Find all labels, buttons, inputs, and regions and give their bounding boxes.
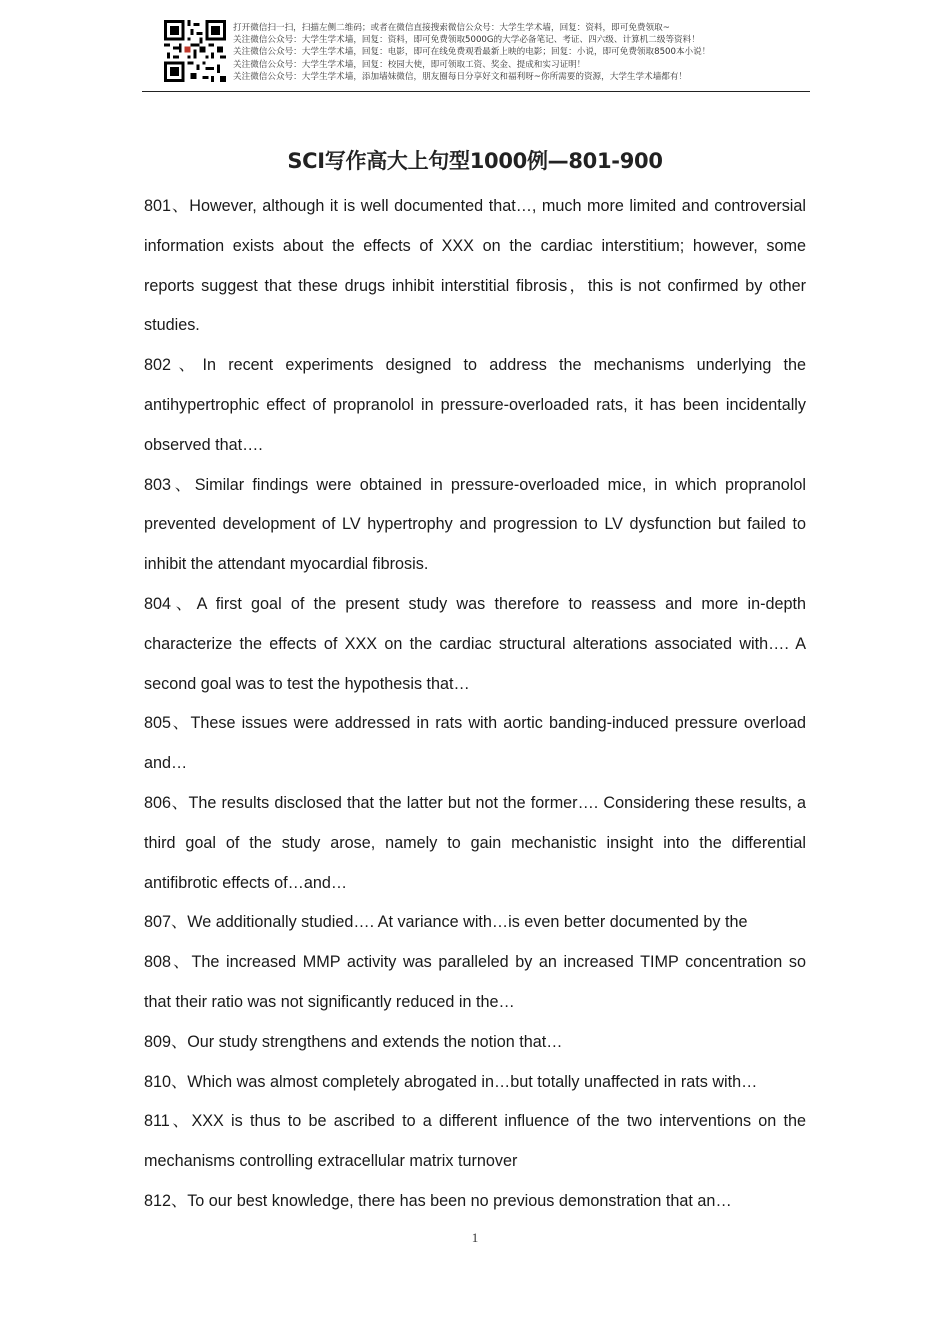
paragraph-text: A first goal of the present study was therefore to reassess and more in-depth characterize the effects of XXX on the cardiac structural alterations associated with…. A second goal was to test the hypothesis that… bbox=[144, 594, 806, 693]
paragraph-number: 808、 bbox=[144, 953, 192, 972]
page-header bbox=[142, 18, 810, 92]
paragraph-number: 811、 bbox=[144, 1112, 192, 1131]
header-line: 关注微信公众号：大学生学术墙，回复：资料，即可免费领取5000G的大学必备笔记、考证、四六级、计算机二级等资料！ bbox=[233, 35, 700, 46]
header-line: 打开微信扫一扫，扫描左侧二维码；或者在微信直接搜索微信公众号：大学生学术墙，回复：资料，即可免费领取~ bbox=[233, 23, 670, 33]
paragraph-text: The increased MMP activity was paralleled by an increased TIMP concentration so that their ratio was not significantly reduced in the… bbox=[144, 953, 806, 1011]
paragraph-801 bbox=[144, 187, 806, 346]
paragraph-number: 804、 bbox=[144, 594, 197, 613]
paragraph-number: 801、 bbox=[144, 197, 190, 215]
paragraph-text: Our study strengthens and extends the notion that… bbox=[187, 1032, 563, 1051]
paragraph-number: 810、 bbox=[144, 1072, 188, 1091]
paragraph-text: XXX is thus to be ascribed to a different influence of the two interventions on the mechanisms controlling extracellular matrix turnover bbox=[144, 1112, 807, 1171]
paragraph-text: To our best knowledge, there has been no previous demonstration that an… bbox=[187, 1191, 732, 1210]
paragraph-text: In recent experiments designed to address the mechanisms underlying the antihypertrophic effect of propranolol in pressure-overloaded rats, it has been incidentally observed that…. bbox=[144, 356, 806, 454]
paragraph-text: Which was almost completely abrogated in…but totally unaffected in rats with… bbox=[187, 1072, 758, 1091]
paragraph-text: We additionally studied…. At variance with…is even better documented by the bbox=[187, 913, 748, 932]
header-promo-text bbox=[233, 22, 813, 83]
paragraph-803 bbox=[144, 466, 806, 585]
paragraph-number: 803、 bbox=[144, 475, 195, 494]
paragraph-809 bbox=[144, 1023, 806, 1063]
page-number: 1 bbox=[471, 1230, 479, 1245]
paragraph-number: 807、 bbox=[144, 913, 188, 932]
paragraph-805 bbox=[144, 704, 806, 784]
document-body bbox=[144, 187, 806, 1222]
paragraph-number: 806、 bbox=[144, 793, 189, 812]
paragraph-810 bbox=[144, 1063, 806, 1103]
paragraph-812 bbox=[144, 1182, 806, 1222]
header-line: 关注微信公众号：大学生学术墙，回复：校园大使，即可领取工资、奖金、提成和实习证明！ bbox=[233, 59, 586, 70]
qr-code-icon bbox=[164, 20, 226, 82]
paragraph-808 bbox=[144, 943, 806, 1023]
paragraph-text: Similar findings were obtained in pressure-overloaded mice, in which propranolol prevented development of LV hypertrophy and progression to LV dysfunction but failed to inhibit the attendant myocardial fibrosis. bbox=[144, 475, 806, 574]
paragraph-text: The results disclosed that the latter but not the former…. Considering these results, a third goal of the study arose, namely to gain mechanistic insight into the differential antifibrotic effects of…and… bbox=[144, 793, 806, 892]
paragraph-807 bbox=[144, 903, 806, 943]
paragraph-number: 812、 bbox=[144, 1191, 188, 1210]
header-divider bbox=[142, 91, 810, 92]
header-line: 关注微信公众号：大学生学术墙，添加墙妹微信，朋友圈每日分享好文和福利呀~你所需要的资源，大学生学术墙都有！ bbox=[233, 71, 688, 82]
paragraph-text: However, although it is well documented that…, much more limited and controversial information exists about the effects of XXX on the cardiac interstitium; however, some reports suggest that these drugs inhibit interstitial fibrosis，this is not confirmed by other studies. bbox=[144, 197, 806, 335]
page-title: SCI写作高大上句型1000例—801-900 bbox=[287, 149, 663, 173]
paragraph-number: 805、 bbox=[144, 714, 191, 733]
paragraph-806 bbox=[144, 784, 806, 903]
header-line: 关注微信公众号：大学生学术墙，回复：电影，即可在线免费观看最新上映的电影；回复：小说，即可免费领取8500本小说！ bbox=[233, 47, 711, 58]
paragraph-number: 809、 bbox=[144, 1032, 188, 1051]
paragraph-text: These issues were addressed in rats with aortic banding-induced pressure overload and… bbox=[144, 714, 806, 773]
paragraph-804 bbox=[144, 585, 806, 704]
paragraph-number: 802、 bbox=[144, 356, 203, 375]
paragraph-811 bbox=[144, 1102, 806, 1182]
paragraph-802 bbox=[144, 346, 806, 465]
